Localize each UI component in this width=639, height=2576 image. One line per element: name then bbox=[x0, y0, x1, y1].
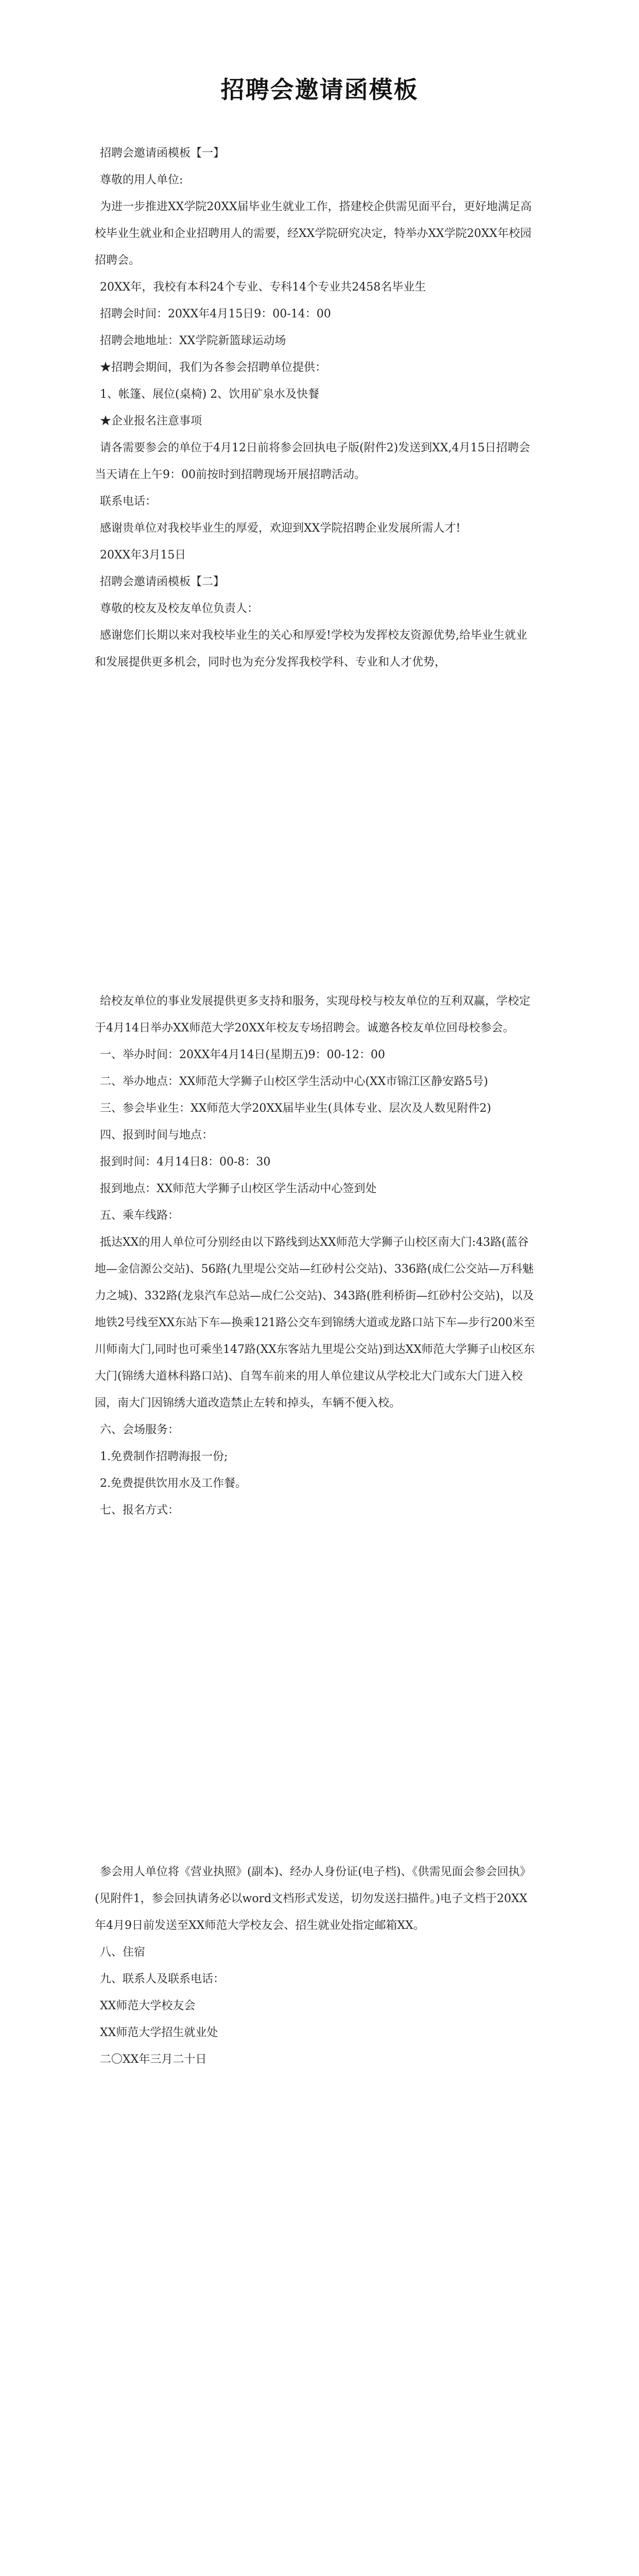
paragraph: 报到时间：4月14日8：00-8：30 bbox=[100, 1156, 271, 1168]
paragraph: ★招聘会期间，我们为各参会招聘单位提供： bbox=[100, 361, 327, 374]
paragraph: 请各需要参会的单位于4月12日前将参会回执电子版(附件2)发送到XX,4月15日招聘会当天请在上午9：00前按时到招聘现场开展招聘活动。 bbox=[95, 442, 530, 481]
document-section-3 bbox=[95, 1859, 538, 2073]
paragraph: 20XX年，我校有本科24个专业、专科14个专业共2458名毕业生 bbox=[100, 281, 426, 294]
paragraph: 七、报名方式： bbox=[100, 1504, 180, 1517]
paragraph: 三、参会毕业生：XX师范大学20XX届毕业生(具体专业、层次及人数见附件2) bbox=[100, 1102, 491, 1115]
paragraph: 招聘会邀请函模板【二】 bbox=[100, 575, 225, 588]
paragraph: 2.免费提供饮用水及工作餐。 bbox=[100, 1477, 247, 1490]
paragraph: 参会用人单位将《营业执照》(副本)、经办人身份证(电子档)、《供需见面会参会回执》(见附件1，参会回执请务必以word文档形式发送，切勿发送扫描件。)电子文档于20XX年4月9日前发送至XX师范大学校友会、招生就业处指定邮箱XX。 bbox=[95, 1866, 531, 1932]
paragraph: 五、乘车线路： bbox=[100, 1209, 180, 1222]
paragraph: 尊敬的用人单位: bbox=[100, 174, 183, 187]
paragraph: 给校友单位的事业发展提供更多支持和服务，实现母校与校友单位的互利双赢，学校定于4月14日举办XX师范大学20XX年校友专场招聘会。诚邀各校友单位回母校参会。 bbox=[95, 995, 531, 1035]
paragraph: 20XX年3月15日 bbox=[100, 549, 186, 562]
paragraph: XX师范大学招生就业处 bbox=[100, 2026, 218, 2039]
paragraph: 六、会场服务： bbox=[100, 1423, 180, 1436]
paragraph: 招聘会邀请函模板【一】 bbox=[100, 147, 225, 160]
paragraph: 1.免费制作招聘海报一份; bbox=[100, 1450, 228, 1463]
paragraph: 1、帐篷、展位(桌椅) 2、饮用矿泉水及快餐 bbox=[100, 388, 320, 401]
document-section-2 bbox=[95, 988, 538, 1524]
paragraph: 抵达XX的用人单位可分别经由以下路线到达XX师范大学狮子山校区南大门:43路(蓝谷地—金信源公交站)、56路(九里堤公交站—红砂村公交站)、336路(成仁公交站—万科魅力之城)、332路(龙泉汽车总站—成仁公交站)、343路(胜利桥街—红砂村公交站)，以及地铁2号线至XX东站下车—换乘121路公交车到锦绣大道或龙路口站下车—步行200米至川师南大门,同时也可乘坐147路(XX东客站九里堤公交站)到达XX师范大学狮子山校区东大门(锦绣大道林科路口站)、自驾车前来的用人单位建议从学校北大门或东大门进入校园，南大门因锦绣大道改造禁止左转和掉头，车辆不便入校。 bbox=[95, 1236, 536, 1410]
paragraph: 八、住宿 bbox=[100, 1946, 146, 1959]
paragraph: 报到地点：XX师范大学狮子山校区学生活动中心签到处 bbox=[100, 1182, 377, 1195]
paragraph: 联系电话： bbox=[100, 495, 157, 508]
paragraph: 九、联系人及联系电话： bbox=[100, 1973, 225, 1986]
paragraph: 尊敬的校友及校友单位负责人： bbox=[100, 602, 259, 615]
paragraph: 四、报到时间与地点： bbox=[100, 1129, 214, 1142]
paragraph: 感谢贵单位对我校毕业生的厚爱，欢迎到XX学院招聘企业发展所需人才! bbox=[100, 522, 461, 535]
paragraph: 招聘会时间：20XX年4月15日9：00-14：00 bbox=[100, 308, 331, 320]
document-section-1 bbox=[95, 140, 538, 676]
paragraph: 二、举办地点：XX师范大学狮子山校区学生活动中心(XX市锦江区静安路5号) bbox=[100, 1075, 488, 1088]
paragraph: XX师范大学校友会 bbox=[100, 1999, 196, 2012]
paragraph: 二〇XX年三月二十日 bbox=[100, 2053, 207, 2066]
paragraph: 为进一步推进XX学院20XX届毕业生就业工作，搭建校企供需见面平台，更好地满足高校毕业生就业和企业招聘用人的需要，经XX学院研究决定，特举办XX学院20XX年校园招聘会。 bbox=[95, 200, 532, 267]
document-title: 招聘会邀请函模板 bbox=[220, 76, 419, 104]
paragraph: 感谢您们长期以来对我校毕业生的关心和厚爱!学校为发挥校友资源优势,给毕业生就业和发展提供更多机会，同时也为充分发挥我校学科、专业和人才优势， bbox=[95, 629, 527, 669]
paragraph: 一、举办时间：20XX年4月14日(星期五)9：00-12：00 bbox=[100, 1048, 385, 1061]
paragraph: ★企业报名注意事项 bbox=[100, 415, 202, 428]
paragraph: 招聘会地地址：XX学院新篮球运动场 bbox=[100, 334, 286, 347]
